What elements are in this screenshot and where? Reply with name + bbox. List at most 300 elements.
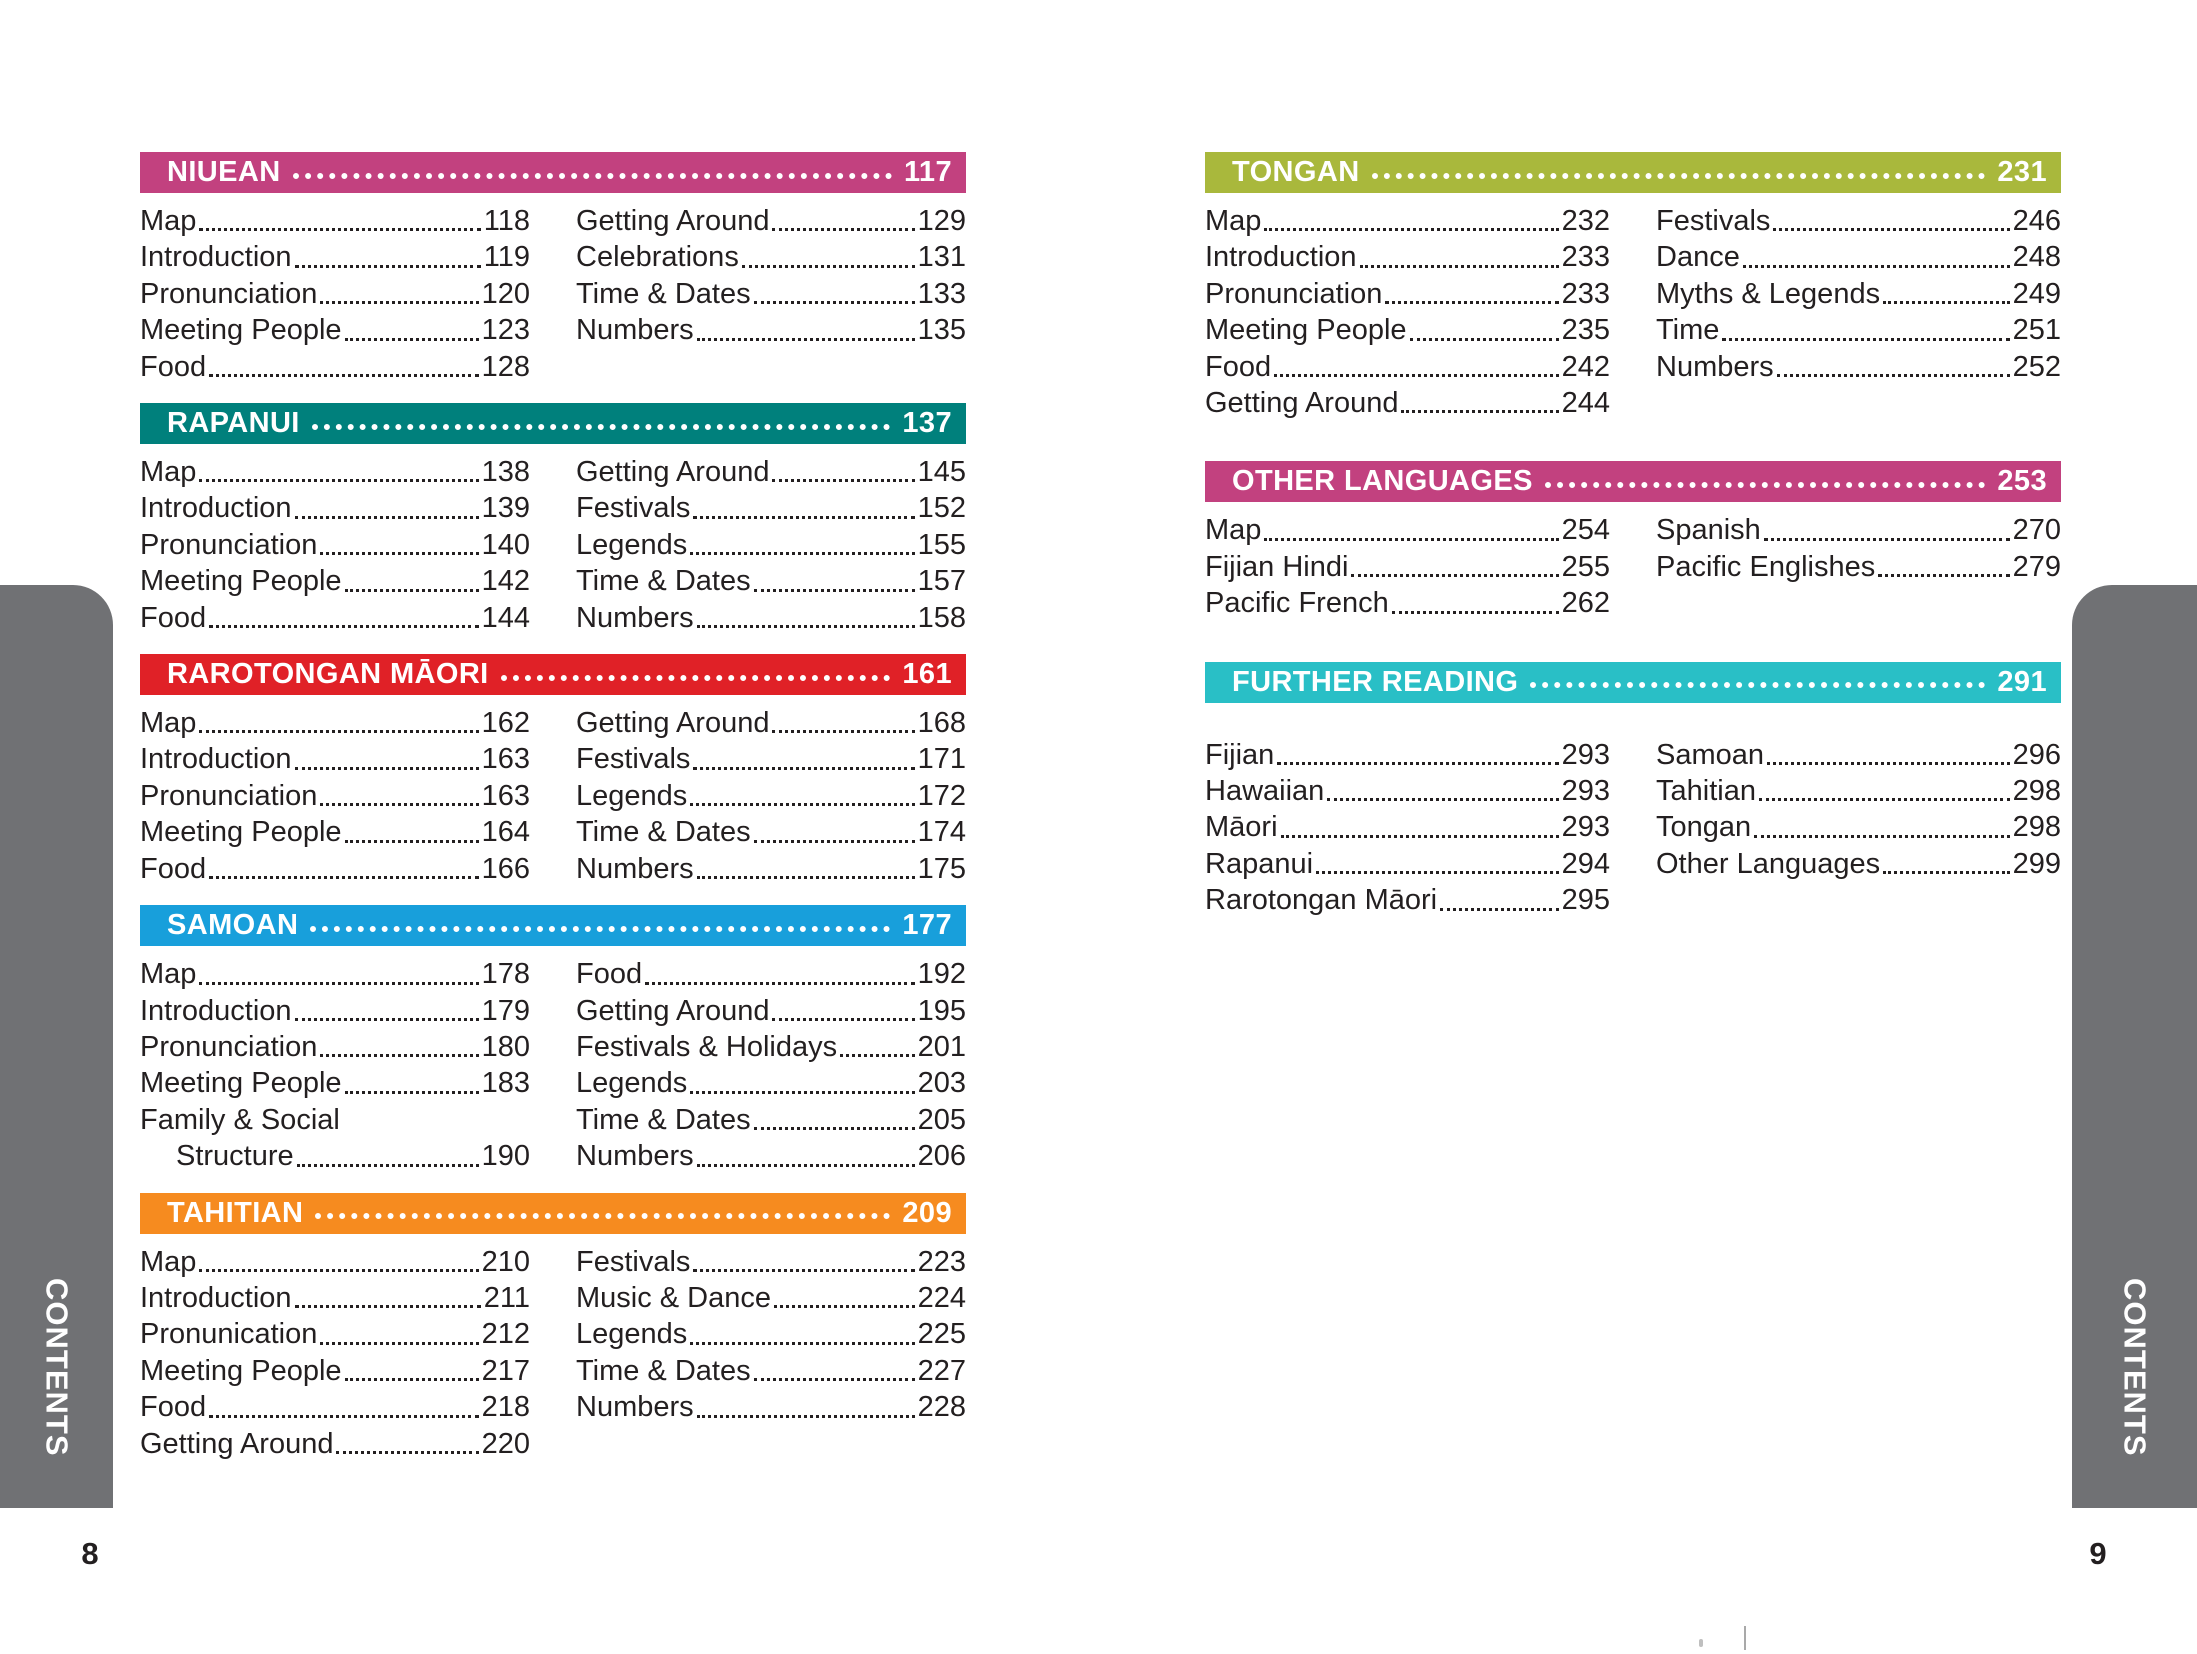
toc-entry-label: Pronunication	[140, 1318, 318, 1351]
dotted-leader	[320, 552, 478, 555]
toc-entry-page-number: 248	[2012, 241, 2061, 274]
toc-entry	[576, 203, 966, 239]
toc-entry	[576, 1316, 966, 1352]
section-title: RAPANUI	[167, 407, 300, 440]
toc-entry-page-number: 295	[1561, 884, 1610, 917]
toc-entry-label: Legends	[576, 1067, 688, 1100]
toc-entry	[576, 490, 966, 526]
dotted-leader	[345, 1091, 479, 1094]
toc-entry-label: Numbers	[576, 314, 694, 347]
toc-entry-page-number: 118	[483, 205, 530, 237]
toc-entry-label: Getting Around	[576, 994, 770, 1027]
section-page-number: 291	[1997, 665, 2047, 698]
toc-entry-page-number: 178	[481, 958, 530, 991]
dotted-leader	[295, 516, 479, 519]
dotted-leader	[754, 589, 915, 592]
dotted-leader	[1773, 228, 2009, 231]
toc-entry-label: Festivals	[1656, 205, 1771, 237]
toc-entry-label: Map	[1205, 514, 1262, 547]
toc-entry-label: Rapanui	[1205, 847, 1314, 880]
toc-entry	[576, 454, 966, 490]
section-header-niuean	[140, 152, 966, 193]
toc-entry	[140, 1353, 530, 1389]
toc-entry-page-number: 246	[2012, 205, 2061, 237]
dotted-leader	[336, 1451, 478, 1454]
toc-entry	[1656, 846, 2061, 882]
toc-entry-page-number: 145	[917, 456, 966, 489]
toc-entry	[140, 778, 530, 814]
section-columns	[1205, 203, 2061, 421]
toc-entry-page-number: 235	[1561, 314, 1610, 347]
dotted-leader	[1264, 228, 1558, 231]
toc-entry	[1205, 239, 1610, 275]
toc-entry-label: Music & Dance	[576, 1281, 772, 1314]
toc-entry-label: Family & Social	[140, 1103, 340, 1136]
dotted-leader	[693, 516, 914, 519]
toc-entry-page-number: 233	[1561, 241, 1610, 274]
toc-entry-page-number: 120	[481, 277, 530, 310]
dotted-leader	[690, 1342, 914, 1345]
toc-entry	[576, 1138, 966, 1174]
toc-entry-label: Time & Dates	[576, 565, 751, 598]
toc-entry-page-number: 157	[917, 565, 966, 598]
dotted-leader	[693, 767, 914, 770]
toc-entry	[576, 705, 966, 741]
toc-entry-label: Legends	[576, 1318, 688, 1351]
toc-column	[140, 956, 530, 1174]
toc-entry-page-number: 133	[917, 277, 966, 310]
toc-entry-page-number: 201	[917, 1030, 966, 1063]
section-title: TAHITIAN	[167, 1196, 304, 1229]
dotted-leader	[320, 803, 478, 806]
toc-entry-label: Meeting People	[140, 314, 342, 347]
toc-entry-label: Getting Around	[576, 456, 770, 489]
toc-entry-page-number: 119	[483, 241, 530, 274]
dotted-leader	[772, 730, 914, 733]
toc-column	[140, 705, 530, 887]
toc-entry	[1656, 349, 2061, 385]
toc-entry-label: Hawaiian	[1205, 775, 1325, 808]
dotted-leader	[774, 1305, 915, 1308]
toc-column	[140, 454, 530, 636]
toc-entry	[576, 741, 966, 777]
toc-entry	[140, 563, 530, 599]
toc-entry-page-number: 262	[1561, 587, 1610, 620]
dotted-leader	[742, 265, 915, 268]
toc-entry	[576, 1389, 966, 1425]
toc-entry-label: Map	[1205, 205, 1262, 237]
toc-section-niuean	[140, 152, 966, 385]
dotted-leader	[295, 1305, 481, 1308]
toc-entry-page-number: 232	[1561, 205, 1610, 237]
toc-entry-page-number: 279	[2012, 550, 2061, 583]
section-columns	[1205, 512, 2061, 621]
toc-entry	[1205, 385, 1610, 421]
toc-entry-label: Celebrations	[576, 241, 739, 274]
toc-entry-label: Time & Dates	[576, 1354, 751, 1387]
toc-entry-page-number: 179	[481, 994, 530, 1027]
dotted-leader	[1545, 482, 1986, 488]
toc-entry	[576, 851, 966, 887]
toc-entry-label: Meeting People	[140, 565, 342, 598]
dotted-leader	[1878, 574, 2009, 577]
toc-entry-label: Fijian Hindi	[1205, 550, 1349, 583]
dotted-leader	[199, 479, 478, 482]
toc-entry	[140, 1065, 530, 1101]
toc-entry-label: Map	[140, 205, 197, 237]
toc-entry	[576, 600, 966, 636]
toc-entry-page-number: 168	[917, 707, 966, 740]
dotted-leader	[1777, 374, 2010, 377]
dotted-leader	[754, 840, 915, 843]
toc-entry-label: Getting Around	[576, 205, 770, 237]
toc-entry-label: Food	[140, 1391, 207, 1424]
toc-entry-label: Rarotongan Māori	[1205, 884, 1438, 917]
toc-entry	[140, 1244, 530, 1280]
toc-section-other-languages	[1205, 461, 2061, 621]
dotted-leader	[772, 1018, 914, 1021]
toc-entry-page-number: 218	[481, 1391, 530, 1424]
toc-entry-page-number: 299	[2012, 847, 2061, 880]
dotted-leader	[209, 876, 479, 879]
dotted-leader	[1264, 538, 1558, 541]
dotted-leader	[697, 1415, 915, 1418]
toc-entry-label: Legends	[576, 779, 688, 812]
dotted-leader	[1360, 265, 1559, 268]
section-columns	[140, 1244, 966, 1462]
section-header-other-languages	[1205, 461, 2061, 502]
toc-entry	[1205, 312, 1610, 348]
toc-entry	[1205, 846, 1610, 882]
dotted-leader	[1351, 574, 1558, 577]
toc-entry	[1656, 239, 2061, 275]
toc-entry	[1205, 809, 1610, 845]
dotted-leader	[697, 625, 915, 628]
toc-entry-page-number: 131	[917, 241, 966, 274]
toc-entry	[576, 956, 966, 992]
dotted-leader	[345, 338, 479, 341]
toc-entry-page-number: 242	[1561, 350, 1610, 383]
dotted-leader	[754, 1127, 915, 1130]
toc-entry	[140, 276, 530, 312]
dotted-leader	[1327, 798, 1558, 801]
toc-entry-page-number: 175	[917, 852, 966, 885]
section-title: TONGAN	[1232, 156, 1360, 188]
toc-entry	[576, 814, 966, 850]
section-columns	[140, 705, 966, 887]
toc-entry-label: Tahitian	[1656, 775, 1756, 808]
toc-column	[576, 203, 966, 385]
toc-entry	[140, 1102, 530, 1138]
toc-entry-label: Fijian	[1205, 738, 1275, 771]
toc-entry-page-number: 195	[917, 994, 966, 1027]
section-columns	[140, 203, 966, 385]
dotted-leader	[1767, 762, 2010, 765]
toc-entry	[1205, 349, 1610, 385]
toc-entry-page-number: 155	[917, 528, 966, 561]
toc-entry-label: Pronunciation	[140, 528, 318, 561]
toc-entry-label: Introduction	[140, 241, 292, 274]
toc-entry-label: Structure	[176, 1140, 294, 1173]
toc-entry-label: Food	[140, 601, 207, 634]
dotted-leader	[1883, 301, 2010, 304]
toc-entry	[576, 563, 966, 599]
toc-entry	[140, 600, 530, 636]
dotted-leader	[693, 1269, 914, 1272]
toc-entry-label: Time & Dates	[576, 277, 751, 310]
dotted-leader	[1274, 374, 1559, 377]
toc-entry-label: Numbers	[576, 1140, 694, 1173]
toc-entry	[1656, 737, 2061, 773]
section-page-number: 231	[1997, 156, 2047, 188]
toc-section-tongan	[1205, 152, 2061, 421]
toc-entry-label: Legends	[576, 528, 688, 561]
dotted-leader	[295, 767, 479, 770]
toc-entry-page-number: 172	[917, 779, 966, 812]
toc-column	[576, 705, 966, 887]
toc-entry	[140, 1029, 530, 1065]
toc-entry	[140, 741, 530, 777]
toc-entry-page-number: 252	[2012, 350, 2061, 383]
contents-tab-label-right: CONTENTS	[2117, 1277, 2153, 1456]
dotted-leader	[199, 1269, 478, 1272]
toc-entry	[1656, 549, 2061, 585]
toc-entry	[140, 993, 530, 1029]
section-page-number: 253	[1997, 465, 2047, 498]
toc-entry-label: Māori	[1205, 811, 1278, 844]
toc-column	[1205, 737, 1610, 919]
toc-entry	[140, 1280, 530, 1316]
contents-tab-right	[2072, 585, 2197, 1508]
toc-entry-label: Dance	[1656, 241, 1740, 274]
toc-entry-label: Food	[140, 350, 207, 383]
toc-entry-page-number: 293	[1561, 738, 1610, 771]
toc-entry-page-number: 142	[481, 565, 530, 598]
section-header-further-reading	[1205, 662, 2061, 703]
dotted-leader	[1754, 835, 2009, 838]
dotted-leader	[1410, 338, 1559, 341]
dotted-leader	[840, 1054, 915, 1057]
toc-entry	[140, 312, 530, 348]
dotted-leader	[312, 424, 891, 430]
toc-entry-page-number: 294	[1561, 847, 1610, 880]
toc-entry	[576, 527, 966, 563]
toc-entry-label: Food	[1205, 350, 1272, 383]
toc-entry-label: Pronunciation	[140, 1030, 318, 1063]
section-page-number: 177	[902, 909, 952, 942]
toc-entry	[1656, 312, 2061, 348]
dotted-leader	[1372, 173, 1986, 179]
section-title: SAMOAN	[167, 909, 299, 942]
dotted-leader	[690, 803, 914, 806]
toc-entry	[1656, 512, 2061, 548]
toc-entry-label: Numbers	[576, 1391, 694, 1424]
dotted-leader	[209, 374, 479, 377]
dotted-leader	[315, 1213, 890, 1219]
dotted-leader	[320, 1342, 478, 1345]
dotted-leader	[199, 982, 478, 985]
toc-entry-page-number: 162	[481, 707, 530, 740]
toc-entry-page-number: 220	[481, 1427, 530, 1460]
toc-entry-page-number: 164	[481, 816, 530, 849]
toc-entry-label: Other Languages	[1656, 847, 1881, 880]
toc-entry-page-number: 123	[481, 314, 530, 347]
toc-entry-page-number: 251	[2012, 314, 2061, 347]
section-title: NIUEAN	[167, 156, 281, 188]
toc-entry	[1205, 882, 1610, 918]
toc-entry-page-number: 129	[917, 205, 966, 237]
toc-entry-label: Pronunciation	[140, 277, 318, 310]
toc-entry-label: Festivals	[576, 1245, 691, 1278]
toc-entry-label: Spanish	[1656, 514, 1761, 547]
dotted-leader	[697, 1164, 915, 1167]
toc-entry-label: Myths & Legends	[1656, 277, 1881, 310]
section-header-tahitian	[140, 1193, 966, 1234]
toc-entry	[140, 1316, 530, 1352]
toc-entry-page-number: 180	[481, 1030, 530, 1063]
toc-entry	[576, 993, 966, 1029]
toc-entry-label: Pronunciation	[1205, 277, 1383, 310]
toc-entry-label: Festivals	[576, 492, 691, 525]
toc-page-right	[1205, 152, 2061, 959]
dotted-leader	[501, 675, 891, 681]
toc-entry	[140, 1138, 530, 1174]
section-page-number: 209	[902, 1196, 952, 1229]
toc-entry-label: Pacific French	[1205, 587, 1389, 620]
toc-entry-page-number: 298	[2012, 775, 2061, 808]
dotted-leader	[320, 1054, 478, 1057]
toc-entry	[1656, 773, 2061, 809]
toc-entry-label: Food	[576, 958, 643, 991]
dotted-leader	[320, 301, 478, 304]
dotted-leader	[1392, 611, 1559, 614]
print-artifact-tick	[1744, 1626, 1746, 1650]
toc-entry-page-number: 183	[481, 1067, 530, 1100]
toc-entry	[1205, 585, 1610, 621]
contents-tab-left	[0, 585, 113, 1508]
toc-entry-page-number: 135	[917, 314, 966, 347]
toc-entry-label: Map	[140, 456, 197, 489]
dotted-leader	[310, 926, 890, 932]
toc-entry	[140, 490, 530, 526]
toc-entry-page-number: 174	[917, 816, 966, 849]
toc-entry	[140, 814, 530, 850]
toc-entry	[576, 1244, 966, 1280]
toc-entry-label: Meeting People	[140, 1067, 342, 1100]
toc-entry-label: Getting Around	[1205, 387, 1399, 420]
section-header-tongan	[1205, 152, 2061, 193]
dotted-leader	[772, 228, 914, 231]
toc-entry-page-number: 224	[917, 1281, 966, 1314]
dotted-leader	[1743, 265, 2010, 268]
dotted-leader	[295, 265, 481, 268]
section-page-number: 161	[902, 658, 952, 691]
toc-entry-page-number: 211	[483, 1281, 530, 1314]
toc-column	[1205, 203, 1610, 421]
toc-entry-page-number: 210	[481, 1245, 530, 1278]
dotted-leader	[1530, 682, 1985, 688]
section-page-number: 137	[902, 407, 952, 440]
dotted-leader	[697, 876, 915, 879]
toc-entry-label: Map	[140, 707, 197, 740]
toc-entry-label: Festivals	[576, 743, 691, 776]
toc-entry-label: Getting Around	[140, 1427, 334, 1460]
dotted-leader	[1401, 410, 1558, 413]
toc-entry-page-number: 227	[917, 1354, 966, 1387]
section-header-rarotongan-m-ori	[140, 654, 966, 695]
toc-entry	[576, 1280, 966, 1316]
toc-entry-label: Time	[1656, 314, 1720, 347]
toc-entry	[1656, 203, 2061, 239]
toc-entry-label: Tongan	[1656, 811, 1752, 844]
toc-entry-page-number: 203	[917, 1067, 966, 1100]
dotted-leader	[345, 589, 479, 592]
toc-entry	[576, 1102, 966, 1138]
dotted-leader	[199, 228, 480, 231]
toc-section-further-reading	[1205, 662, 2061, 919]
toc-entry-label: Samoan	[1656, 738, 1765, 771]
dotted-leader	[1277, 762, 1558, 765]
toc-entry-page-number: 163	[481, 743, 530, 776]
toc-entry	[576, 778, 966, 814]
toc-entry-page-number: 163	[481, 779, 530, 812]
dotted-leader	[754, 1378, 915, 1381]
toc-entry	[1205, 512, 1610, 548]
section-title: OTHER LANGUAGES	[1232, 465, 1533, 498]
folio-page-number-right: 9	[2089, 1536, 2107, 1571]
dotted-leader	[1316, 871, 1559, 874]
print-artifact-dot	[1699, 1639, 1703, 1647]
toc-entry	[140, 349, 530, 385]
toc-entry	[1656, 276, 2061, 312]
toc-entry-page-number: 138	[481, 456, 530, 489]
toc-entry	[1205, 276, 1610, 312]
section-header-samoan	[140, 905, 966, 946]
toc-entry-label: Pacific Englishes	[1656, 550, 1876, 583]
section-columns	[140, 956, 966, 1174]
section-header-rapanui	[140, 403, 966, 444]
toc-entry	[140, 1426, 530, 1462]
toc-entry	[576, 1065, 966, 1101]
toc-entry	[576, 312, 966, 348]
toc-entry-label: Food	[140, 852, 207, 885]
toc-entry-label: Numbers	[1656, 350, 1774, 383]
toc-entry-label: Map	[140, 958, 197, 991]
dotted-leader	[295, 1018, 479, 1021]
toc-entry	[140, 956, 530, 992]
toc-section-samoan	[140, 905, 966, 1174]
section-title: RAROTONGAN MĀORI	[167, 658, 489, 691]
folio-page-number-left: 8	[81, 1536, 99, 1571]
toc-entry-page-number: 152	[917, 492, 966, 525]
toc-entry-page-number: 166	[481, 852, 530, 885]
toc-entry	[140, 203, 530, 239]
toc-entry-label: Time & Dates	[576, 1103, 751, 1136]
dotted-leader	[345, 840, 479, 843]
dotted-leader	[209, 625, 479, 628]
dotted-leader	[1759, 798, 2010, 801]
dotted-leader	[772, 479, 914, 482]
toc-entry	[140, 705, 530, 741]
toc-entry-page-number: 233	[1561, 277, 1610, 310]
toc-entry-label: Numbers	[576, 601, 694, 634]
toc-entry-page-number: 206	[917, 1140, 966, 1173]
toc-entry-label: Introduction	[140, 743, 292, 776]
dotted-leader	[1385, 301, 1558, 304]
toc-entry-page-number: 171	[917, 743, 966, 776]
dotted-leader	[293, 173, 892, 179]
dotted-leader	[645, 982, 915, 985]
